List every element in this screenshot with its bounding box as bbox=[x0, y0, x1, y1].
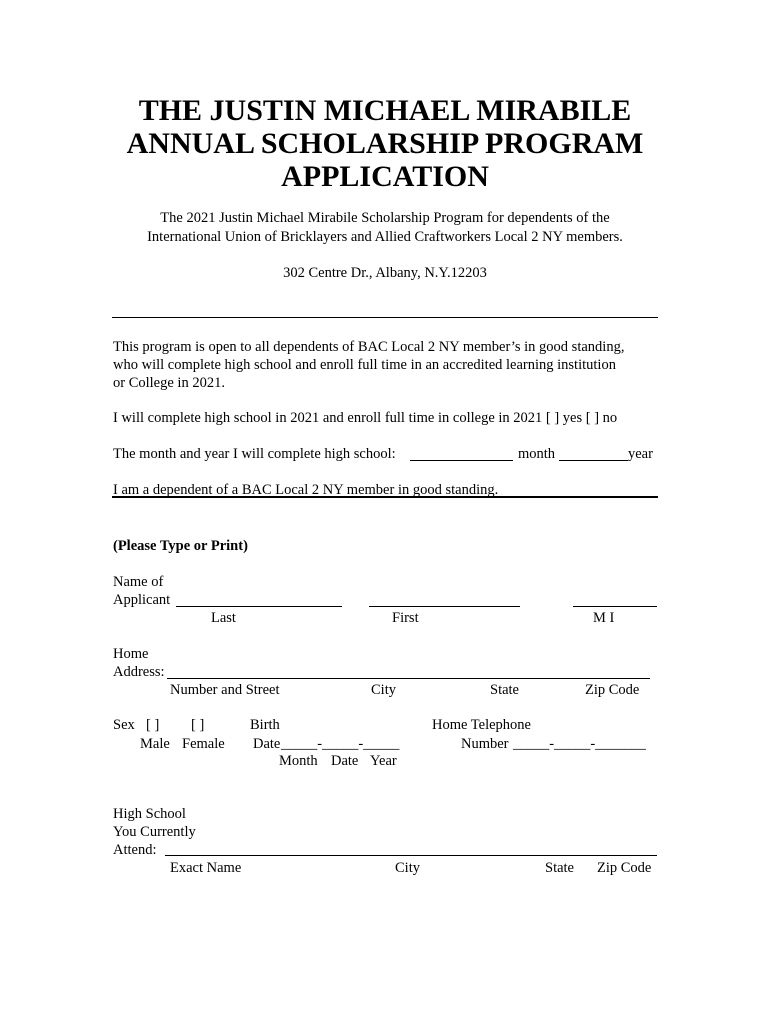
complete-question: I will complete high school in 2021 and enroll full time in college in 2021 [ ] yes [ ] no bbox=[113, 410, 618, 426]
year-label: year bbox=[628, 446, 653, 462]
section-divider bbox=[112, 317, 658, 318]
first-name-field[interactable] bbox=[369, 606, 520, 607]
program-address: 302 Centre Dr., Albany, N.Y.12203 bbox=[283, 265, 487, 281]
phone-number-label: Number bbox=[461, 736, 509, 752]
name-label-2: Applicant bbox=[113, 592, 171, 608]
female-label: Female bbox=[182, 736, 225, 752]
eligibility-divider bbox=[112, 496, 658, 498]
birth-month-label: Month bbox=[279, 753, 318, 769]
intro-line-2: International Union of Bricklayers and Allied Craftworkers Local 2 NY members. bbox=[147, 229, 623, 245]
middle-initial-field[interactable] bbox=[573, 606, 657, 607]
birth-date-label: Date bbox=[253, 736, 281, 752]
city-label: City bbox=[371, 682, 396, 698]
male-checkbox[interactable]: [ ] bbox=[146, 717, 160, 733]
hs-label-3: Attend: bbox=[113, 842, 157, 858]
female-checkbox[interactable]: [ ] bbox=[191, 717, 205, 733]
month-year-prompt: The month and year I will complete high school: bbox=[113, 446, 396, 462]
hs-label-1: High School bbox=[113, 806, 186, 822]
address-label: Address: bbox=[113, 664, 165, 680]
form-instruction: (Please Type or Print) bbox=[113, 538, 248, 554]
state-label: State bbox=[490, 682, 519, 698]
last-name-field[interactable] bbox=[176, 606, 342, 607]
dependent-statement: I am a dependent of a BAC Local 2 NY member in good standing. bbox=[113, 482, 499, 498]
number-street-label: Number and Street bbox=[170, 682, 280, 698]
title-line-2: ANNUAL SCHOLARSHIP PROGRAM bbox=[126, 127, 644, 160]
phone-field[interactable]: _____-_____-_______ bbox=[513, 736, 646, 752]
year-field[interactable] bbox=[559, 460, 628, 461]
title-line-3: APPLICATION bbox=[281, 160, 489, 193]
month-field[interactable] bbox=[410, 460, 513, 461]
title-line-1: THE JUSTIN MICHAEL MIRABILE bbox=[138, 94, 632, 127]
first-label: First bbox=[392, 610, 419, 626]
eligibility-line-2: who will complete high school and enroll full time in an accredited learning institution bbox=[113, 357, 616, 373]
male-label: Male bbox=[140, 736, 170, 752]
hs-state-label: State bbox=[545, 860, 574, 876]
hs-city-label: City bbox=[395, 860, 420, 876]
hs-label-2: You Currently bbox=[113, 824, 196, 840]
month-label: month bbox=[518, 446, 556, 462]
sex-label: Sex bbox=[113, 717, 135, 733]
birth-date-field[interactable]: _____-_____-_____ bbox=[281, 736, 400, 752]
birth-label: Birth bbox=[250, 717, 280, 733]
address-field[interactable] bbox=[167, 678, 650, 679]
eligibility-line-3: or College in 2021. bbox=[113, 375, 225, 391]
home-label: Home bbox=[113, 646, 149, 662]
eligibility-line-1: This program is open to all dependents of BAC Local 2 NY member’s in good standing, bbox=[113, 339, 625, 355]
last-label: Last bbox=[211, 610, 236, 626]
zip-label: Zip Code bbox=[585, 682, 640, 698]
high-school-field[interactable] bbox=[165, 855, 657, 856]
intro-line-1: The 2021 Justin Michael Mirabile Scholarship Program for dependents of the bbox=[160, 210, 610, 226]
birth-year-label: Year bbox=[370, 753, 397, 769]
exact-name-label: Exact Name bbox=[170, 860, 242, 876]
hs-zip-label: Zip Code bbox=[597, 860, 652, 876]
name-label-1: Name of bbox=[113, 574, 164, 590]
birth-day-label: Date bbox=[331, 753, 359, 769]
mi-label: M I bbox=[593, 610, 615, 626]
phone-label: Home Telephone bbox=[432, 717, 531, 733]
